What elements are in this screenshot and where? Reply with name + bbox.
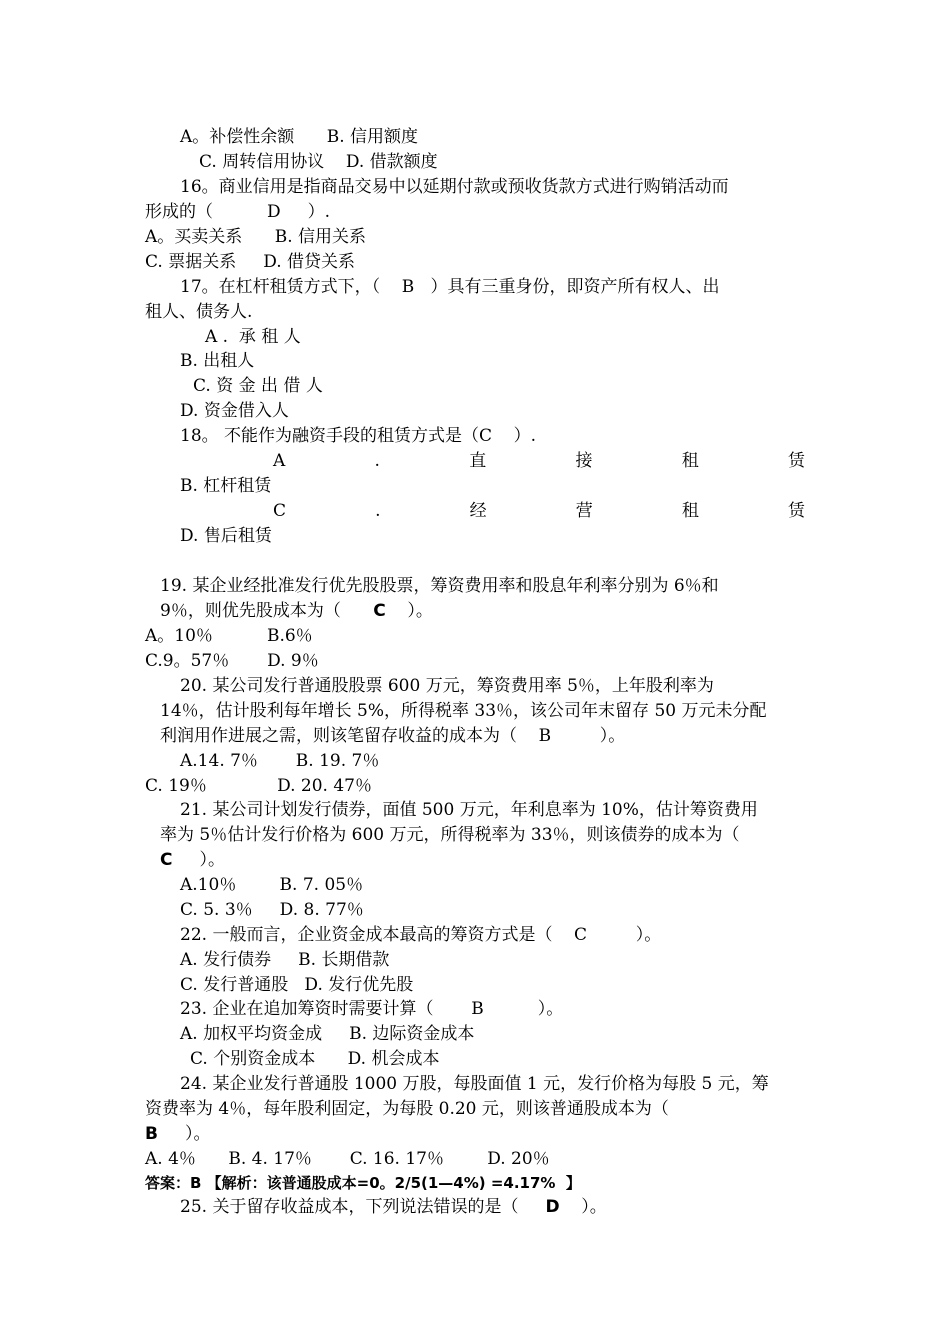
q18-option-c-part: 赁 xyxy=(787,501,805,521)
q16-stem-line2: 形成的（ D ）. xyxy=(145,202,331,222)
q18-option-a-part: 直 xyxy=(469,451,487,471)
q18-option-c-part: 租 xyxy=(681,501,699,521)
q21-stem-post: ）。 xyxy=(172,850,226,870)
q17-stem-line1: 17。在杠杆租赁方式下，（ B ）具有三重身份，即资产所有权人、出 xyxy=(180,277,720,297)
q18-option-c-part: 营 xyxy=(575,501,593,521)
q24-stem-line2: 资费率为 4％，每年股利固定，为每股 0.20 元，则该普通股成本为（ xyxy=(145,1099,669,1119)
q24-stem-post: ）。 xyxy=(157,1124,211,1144)
q21-options-ab: A.10％ B. 7. 05％ xyxy=(180,875,364,895)
q15-options-ab: A。补偿性余额 B. 信用额度 xyxy=(180,127,418,147)
q25-answer: D xyxy=(545,1197,560,1217)
q18-option-a-part: . xyxy=(374,451,380,471)
q18-option-a xyxy=(273,450,805,472)
q21-stem-line3 xyxy=(160,849,225,871)
q19-answer: C xyxy=(373,601,386,621)
q21-stem-line2: 率为 5％估计发行价格为 600 万元，所得税率为 33％，则该债券的成本为（ xyxy=(160,825,740,845)
q17-option-c: C. 资 金 出 借 人 xyxy=(193,376,323,396)
q18-option-c xyxy=(273,500,805,522)
q19-options-cd: C.9。57％ D. 9％ xyxy=(145,651,319,671)
q25-stem-pre: 25. 关于留存收益成本，下列说法错误的是（ xyxy=(180,1197,546,1217)
q19-stem-pre: 9％，则优先股成本为（ xyxy=(160,601,374,621)
q18-option-a-part: A xyxy=(273,451,286,471)
q18-option-b: B. 杠杆租赁 xyxy=(180,476,272,496)
q18-option-a-part: 租 xyxy=(681,451,699,471)
q18-option-d: D. 售后租赁 xyxy=(180,526,272,546)
q24-answer: B xyxy=(145,1124,158,1144)
q24-stem-line1: 24. 某企业发行普通股 1000 万股，每股面值 1 元，发行价格为每股 5 元，筹 xyxy=(180,1074,769,1094)
q23-options-ab: A. 加权平均资金成 B. 边际资金成本 xyxy=(180,1024,475,1044)
q24-explanation: 答案：B 【解析：该普通股成本=0。2/5(1—4%) =4.17% 】 xyxy=(145,1174,581,1192)
q18-option-a-part: 接 xyxy=(575,451,593,471)
q18-option-a-part: 赁 xyxy=(787,451,805,471)
q19-stem-line1: 19. 某企业经批准发行优先股股票，筹资费用率和股息年利率分别为 6％和 xyxy=(160,576,719,596)
q18-stem: 18。 不能作为融资手段的租赁方式是（C ）. xyxy=(180,426,537,446)
q18-option-c-part: C xyxy=(273,501,287,521)
q17-option-d: D. 资金借入人 xyxy=(180,401,289,421)
q19-stem-post: ）。 xyxy=(385,601,433,621)
q17-stem-line2: 租人、债务人. xyxy=(145,302,253,322)
q16-stem-line1: 16。商业信用是指商品交易中以延期付款或预收货款方式进行购销活动而 xyxy=(180,177,729,197)
q23-options-cd: C. 个别资金成本 D. 机会成本 xyxy=(190,1049,440,1069)
q25-stem xyxy=(180,1196,607,1218)
q20-stem-line3: 利润用作进展之需，则该笔留存收益的成本为（ B ）。 xyxy=(160,726,626,746)
q16-options-ab: A。买卖关系 B. 信用关系 xyxy=(145,227,366,247)
q18-option-c-part: . xyxy=(375,501,381,521)
q21-stem-line1: 21. 某公司计划发行债券，面值 500 万元，年利息率为 10%，估计筹资费用 xyxy=(180,800,758,820)
q20-options-ab: A.14. 7％ B. 19. 7％ xyxy=(180,751,380,771)
q22-options-ab: A. 发行债券 B. 长期借款 xyxy=(180,950,390,970)
q19-options-ab: A。10％ B.6％ xyxy=(145,626,313,646)
q21-answer: C xyxy=(160,850,173,870)
q24-options: A. 4％ B. 4. 17％ C. 16. 17％ D. 20％ xyxy=(145,1149,550,1169)
q15-options-cd: C. 周转信用协议 D. 借款额度 xyxy=(199,152,438,172)
q24-stem-line3 xyxy=(145,1123,211,1145)
q20-options-cd: C. 19％ D. 20. 47％ xyxy=(145,776,372,796)
q16-options-cd: C. 票据关系 D. 借贷关系 xyxy=(145,252,356,272)
q25-stem-post: ）。 xyxy=(559,1197,607,1217)
q20-stem-line2: 14％，估计股利每年增长 5%，所得税率 33％，该公司年末留存 50 万元未分配 xyxy=(160,701,767,721)
q22-options-cd: C. 发行普通股 D. 发行优先股 xyxy=(180,975,414,995)
q17-option-a: A . 承 租 人 xyxy=(205,327,301,347)
q23-stem: 23. 企业在追加筹资时需要计算（ B ）。 xyxy=(180,999,564,1019)
q19-stem-line2 xyxy=(160,600,433,622)
q22-stem: 22. 一般而言，企业资金成本最高的筹资方式是（ C ）。 xyxy=(180,925,662,945)
q17-option-b: B. 出租人 xyxy=(180,351,255,371)
q21-options-cd: C. 5. 3％ D. 8. 77％ xyxy=(180,900,364,920)
q20-stem-line1: 20. 某公司发行普通股股票 600 万元，筹资费用率 5％，上年股利率为 xyxy=(180,676,714,696)
q18-option-c-part: 经 xyxy=(469,501,487,521)
